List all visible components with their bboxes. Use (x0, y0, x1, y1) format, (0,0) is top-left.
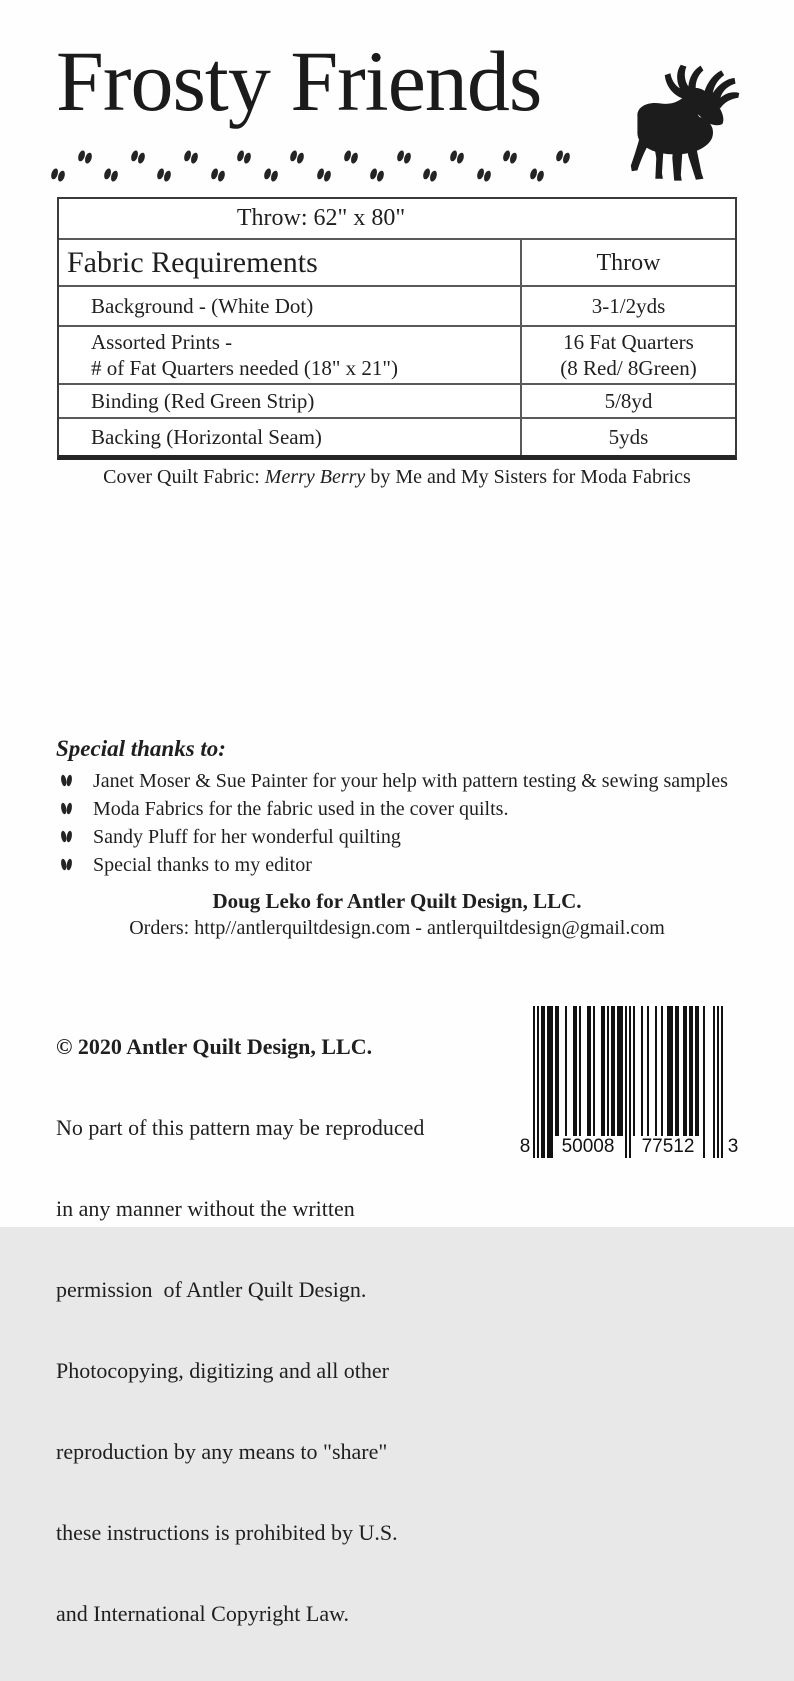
list-item (56, 825, 766, 853)
barcode-digits-left: 50008 (561, 1136, 615, 1157)
cover-fabric-line (0, 466, 794, 489)
special-thanks-heading: Special thanks to: (56, 736, 226, 761)
row-label (59, 327, 522, 383)
moose-tracks-icon (50, 144, 574, 190)
list-item (56, 853, 766, 881)
table-row-backing (59, 419, 735, 455)
list-item-text: Moda Fabrics for the fabric used in the cover quilts. (93, 798, 509, 820)
designer-credit-line: Doug Leko for Antler Quilt Design, LLC. (212, 889, 582, 913)
hoof-print-bullet-icon (60, 771, 73, 790)
list-item-text: Sandy Pluff for her wonderful quilting (93, 826, 401, 848)
row-value: 3-1/2yds (591, 294, 666, 318)
hoof-print-bullet-icon (60, 799, 73, 818)
copyright-title: © 2020 Antler Quilt Design, LLC. (56, 1034, 373, 1059)
page-title: Frosty Friends (56, 33, 542, 129)
copyright-line: in any manner without the written (56, 1196, 355, 1221)
copyright-line: reproduction by any means to "share" (56, 1439, 388, 1464)
row-value: 5yds (608, 425, 649, 449)
table-header-row (59, 240, 735, 287)
fabric-requirements-table (57, 197, 737, 460)
barcode-digit-last: 3 (727, 1136, 739, 1157)
row-label: Binding (Red Green Strip) (59, 385, 522, 417)
cover-fabric-name: Merry Berry (264, 466, 366, 488)
fabric-requirements-heading: Fabric Requirements (59, 240, 522, 285)
row-value-line1: 16 Fat Quarters (563, 330, 694, 354)
row-label: Backing (Horizontal Seam) (59, 419, 522, 455)
table-row-background (59, 287, 735, 327)
cover-fabric-suffix: by Me and My Sisters for Moda Fabrics (365, 466, 691, 488)
barcode-digit-first: 8 (519, 1136, 531, 1157)
hoof-print-bullet-icon (60, 827, 73, 846)
barcode-digits-right: 77512 (641, 1136, 695, 1157)
throw-column-heading: Throw (596, 249, 661, 276)
list-item-text: Janet Moser & Sue Painter for your help with pattern testing & sewing samples (93, 770, 728, 792)
moose-icon (628, 56, 760, 196)
list-item-text: Special thanks to my editor (93, 854, 312, 876)
row-label-line2: # of Fat Quarters needed (18" x 21") (91, 356, 398, 380)
copyright-line: these instructions is prohibited by U.S. (56, 1520, 398, 1545)
table-size-header: Throw: 62" x 80" (59, 199, 735, 240)
row-value-line2: (8 Red/ 8Green) (560, 356, 697, 380)
hoof-print-bullet-icon (60, 855, 73, 874)
copyright-line: and International Copyright Law. (56, 1601, 350, 1626)
row-value: 5/8yd (604, 389, 653, 413)
row-label: Background - (White Dot) (59, 287, 522, 325)
special-thanks-section (56, 736, 766, 881)
table-row-assorted-prints (59, 327, 735, 385)
barcode (519, 1006, 744, 1168)
list-item (56, 797, 766, 825)
row-value (522, 327, 735, 383)
orders-contact-line: Orders: http//antlerquiltdesign.com - antlerquiltdesign@gmail.com (129, 917, 665, 939)
copyright-line: No part of this pattern may be reproduced (56, 1115, 425, 1140)
copyright-block (56, 979, 496, 1681)
table-row-binding (59, 385, 735, 419)
list-item (56, 769, 766, 797)
row-label-line1: Assorted Prints - (91, 330, 233, 354)
copyright-line: permission of Antler Quilt Design. (56, 1277, 367, 1302)
copyright-line: Photocopying, digitizing and all other (56, 1358, 390, 1383)
cover-fabric-prefix: Cover Quilt Fabric: (103, 466, 265, 488)
